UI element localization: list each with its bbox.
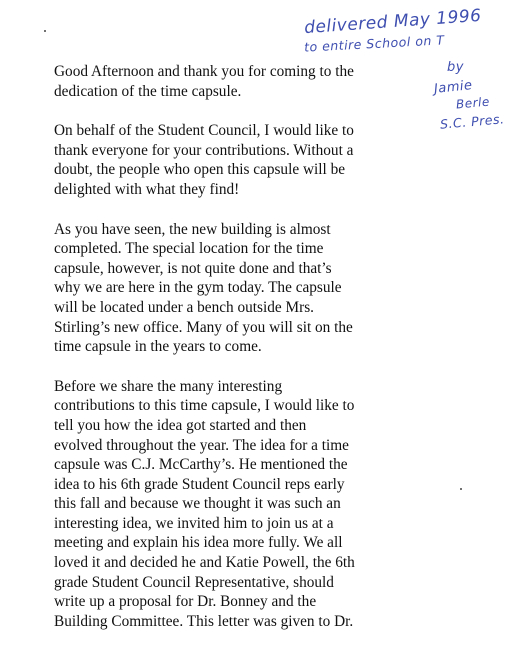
text-line: completed. The special location for the time — [54, 240, 324, 258]
text-line: tell you how the idea got started and then — [54, 416, 307, 434]
text-line: idea to his 6th grade Student Council reps early — [54, 475, 345, 493]
text-line: Stirling’s new office. Many of you will sit on the — [54, 318, 353, 336]
text-line: will be located under a bench outside Mrs. — [54, 298, 314, 316]
text-line: On behalf of the Student Council, I would like to — [54, 122, 354, 140]
text-line: time capsule in the years to come. — [54, 338, 262, 356]
handwritten-annotation-line1: delivered May 1996 — [303, 5, 483, 39]
handwritten-annotation-line6: S.C. Pres. — [439, 111, 505, 132]
text-line: grade Student Council Representative, should — [54, 573, 334, 591]
text-line: capsule, however, is not quite done and that’s — [54, 259, 332, 277]
text-line: Before we share the many interesting — [54, 377, 283, 395]
handwritten-annotation-line3: by — [447, 60, 464, 75]
text-line: write up a proposal for Dr. Bonney and the — [54, 593, 317, 611]
scan-speck — [44, 30, 46, 32]
text-line: evolved throughout the year. The idea for a time — [54, 436, 349, 454]
text-line: dedication of the time capsule. — [54, 82, 242, 100]
handwritten-annotation-line5: Berle — [455, 94, 491, 112]
paragraph-thanks — [54, 121, 494, 199]
text-line: Building Committee. This letter was given to Dr. — [54, 612, 354, 630]
text-line: interesting idea, we invited him to join us at a — [54, 514, 334, 532]
text-line: thank everyone for your contributions. Without a — [54, 141, 354, 159]
paragraph-history — [54, 377, 494, 632]
letter-body — [54, 62, 494, 651]
text-line: Good Afternoon and thank you for coming to the — [54, 63, 354, 80]
text-line: loved it and decided he and Katie Powell, the 6th — [54, 554, 355, 572]
text-line: meeting and explain his idea more fully. We all — [54, 534, 343, 552]
text-line: doubt, the people who open this capsule will be — [54, 161, 346, 179]
handwritten-annotation-line2: to entire School on T — [303, 32, 445, 55]
paragraph-location — [54, 220, 494, 357]
text-line: capsule was C.J. McCarthy’s. He mentioned the — [54, 456, 348, 474]
paragraph-greeting — [54, 62, 494, 101]
text-line: contributions to this time capsule, I would like to — [54, 397, 355, 415]
text-line: delighted with what they find! — [54, 180, 240, 198]
text-line: why we are here in the gym today. The capsule — [54, 279, 342, 297]
handwritten-annotation-line4: Jamie — [433, 78, 474, 97]
text-line: As you have seen, the new building is almost — [54, 220, 331, 238]
text-line: this fall and because we thought it was such an — [54, 495, 341, 513]
